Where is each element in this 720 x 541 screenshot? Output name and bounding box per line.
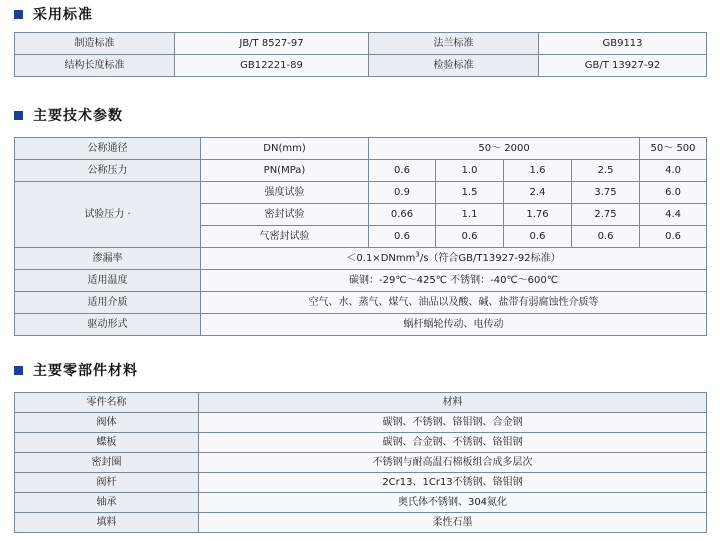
section-marker-icon [14, 10, 23, 19]
table-cell: 4.4 [640, 204, 707, 226]
tech-params-table [14, 137, 707, 336]
section-title-standards [14, 3, 93, 25]
table-cell: 制造标准 [15, 33, 175, 55]
table-cell: 轴承 [15, 493, 199, 513]
standards-table [14, 32, 707, 77]
table-cell: 检验标准 [369, 55, 539, 77]
table-cell: 阀杆 [15, 473, 199, 493]
table-cell: 强度试验 [201, 182, 369, 204]
table-cell: 1.6 [504, 160, 572, 182]
table-cell: 6.0 [640, 182, 707, 204]
table-row [15, 55, 707, 77]
table-cell: 0.6 [436, 226, 504, 248]
table-cell: 空气、水、蒸气、煤气、油品以及酸、碱、盐带有弱腐蚀性介质等 [201, 292, 707, 314]
table-row [15, 248, 707, 270]
table-cell: 阀体 [15, 413, 199, 433]
table-cell: 柔性石墨 [199, 513, 707, 533]
table-row [15, 314, 707, 336]
table-cell: 0.9 [369, 182, 436, 204]
table-cell: 2Cr13、1Cr13不锈钢、铬钼钢 [199, 473, 707, 493]
table-cell: 碳钢：-29℃～425℃ 不锈钢：-40℃～600℃ [201, 270, 707, 292]
table-row [15, 138, 707, 160]
table-cell: 1.0 [436, 160, 504, 182]
table-header-row [15, 393, 707, 413]
table-cell: 2.5 [572, 160, 640, 182]
table-cell: 0.6 [572, 226, 640, 248]
table-cell: GB/T 13927-92 [539, 55, 707, 77]
section-title-text: 主要技术参数 [33, 108, 123, 124]
table-cell: 2.4 [504, 182, 572, 204]
table-cell: 蝶板 [15, 433, 199, 453]
table-cell: 密封试验 [201, 204, 369, 226]
table-cell: 1.1 [436, 204, 504, 226]
leakage-superscript: 3 [415, 250, 420, 259]
section-title-tech [14, 104, 123, 126]
table-cell: 适用温度 [15, 270, 201, 292]
table-cell: 0.6 [369, 160, 436, 182]
table-cell: 蜗杆蜗轮传动、电传动 [201, 314, 707, 336]
table-row [15, 513, 707, 533]
table-cell: 50～ 500 [640, 138, 707, 160]
table-cell: 50～ 2000 [369, 138, 640, 160]
table-row [15, 453, 707, 473]
parts-materials-table [14, 392, 707, 533]
table-cell: GB12221-89 [175, 55, 369, 77]
table-header-cell: 零件名称 [15, 393, 199, 413]
table-cell: 1.5 [436, 182, 504, 204]
table-cell: 0.6 [640, 226, 707, 248]
section-marker-icon [14, 111, 23, 120]
table-cell: 公称压力 [15, 160, 201, 182]
table-cell: 0.66 [369, 204, 436, 226]
table-cell: GB9113 [539, 33, 707, 55]
section-title-parts [14, 359, 138, 381]
table-cell: 适用介质 [15, 292, 201, 314]
table-row [15, 270, 707, 292]
table-cell: 密封圈 [15, 453, 199, 473]
section-marker-icon [14, 366, 23, 375]
section-title-text: 主要零部件材料 [33, 363, 138, 379]
table-cell: 驱动形式 [15, 314, 201, 336]
table-cell: 4.0 [640, 160, 707, 182]
table-cell: 结构长度标准 [15, 55, 175, 77]
table-cell: 3.75 [572, 182, 640, 204]
table-row [15, 33, 707, 55]
leakage-value-text: /s（符合GB/T13927-92标准） [419, 252, 561, 264]
table-row [15, 182, 707, 204]
table-cell: 不锈钢与耐高温石棉板组合成多层次 [199, 453, 707, 473]
table-cell: JB/T 8527-97 [175, 33, 369, 55]
table-cell: 2.75 [572, 204, 640, 226]
table-row [15, 160, 707, 182]
table-cell: PN(MPa) [201, 160, 369, 182]
table-cell: 填料 [15, 513, 199, 533]
leakage-rate-cell [201, 248, 707, 270]
table-cell: 奥氏体不锈钢、304氮化 [199, 493, 707, 513]
table-cell: 法兰标准 [369, 33, 539, 55]
table-cell: 1.76 [504, 204, 572, 226]
table-cell: 0.6 [504, 226, 572, 248]
table-header-cell: 材料 [199, 393, 707, 413]
table-row [15, 473, 707, 493]
table-row [15, 433, 707, 453]
table-row [15, 413, 707, 433]
table-cell: 试验压力 · [15, 182, 201, 248]
table-cell: 0.6 [369, 226, 436, 248]
table-row [15, 493, 707, 513]
table-cell: 碳钢、合金钢、不锈钢、铬钼钢 [199, 433, 707, 453]
table-cell: 气密封试验 [201, 226, 369, 248]
table-cell: DN(mm) [201, 138, 369, 160]
table-cell: 公称通径 [15, 138, 201, 160]
table-cell: 碳钢、不锈钢、铬钼钢、合金钢 [199, 413, 707, 433]
table-row [15, 292, 707, 314]
table-cell: 渗漏率 [15, 248, 201, 270]
section-title-text: 采用标准 [33, 7, 93, 23]
leakage-value-text: ＜0.1×DNmm [346, 252, 416, 264]
